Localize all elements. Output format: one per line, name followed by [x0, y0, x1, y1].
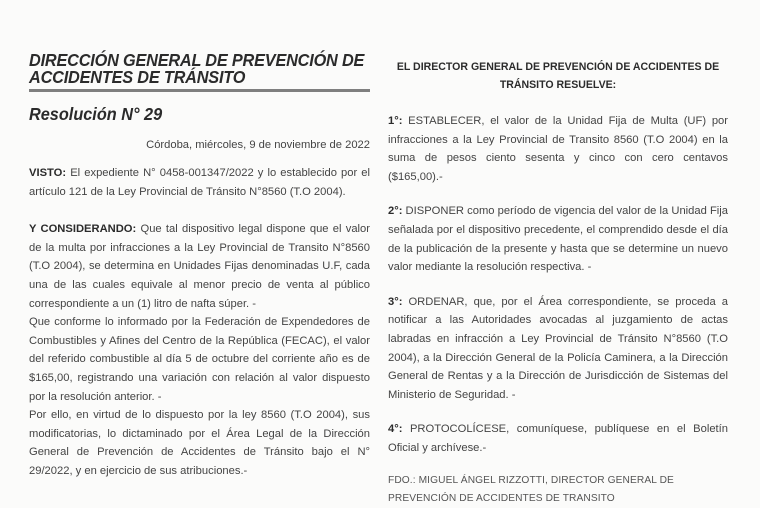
considerando-label: Y CONSIDERANDO:: [29, 223, 137, 236]
left-column: [29, 52, 370, 481]
considerando-text: Que tal dispositivo legal dispone que el valor de la multa por infracciones a la Ley Provincial de Transito N°8560 (T.O 2004), se determina en Unidades Fijas denominadas U.F, cada una de las cuales equivale al menor precio de venta al público correspondiente a un (1) litro de nafta súper. -: [29, 223, 370, 310]
article-1-text: ESTABLECER, el valor de la Unidad Fija de Multa (UF) por infracciones a la Ley Provincial de Transito 8560 (T.O 2004) en la suma de pesos ciento sesenta y cinco con cero centavos ($165,00).-: [388, 115, 728, 183]
article-1: [388, 112, 728, 186]
right-column: [388, 58, 728, 508]
article-3-text: ORDENAR, que, por el Área correspondiente, se proceda a notificar a las Autoridades avocadas al juzgamiento de actas labradas en infracción a Ley Provincial de Tránsito N°8560 (T.O 2004), a la Dirección General de la Policía Caminera, a la Dirección General de Rentas y a la Dirección de Jurisdicción de Sistemas del Ministerio de Seguridad. -: [388, 295, 728, 401]
resolution-date: Córdoba, miércoles, 9 de noviembre de 2022: [146, 139, 370, 151]
fecac-paragraph: Que conforme lo informado por la Federación de Expendedores de Combustibles y Afines del Centro de la República (FECAC), el valor del referido combustible al día 5 de octubre del corriente año es de $165,00, registrando una variación con relación al valor dispuesto por la resolución anterior. -: [29, 316, 370, 403]
resolve-heading-line1: EL DIRECTOR GENERAL DE PREVENCIÓN DE ACCIDENTES DE: [396, 61, 720, 73]
article-3-label: 3°:: [388, 295, 403, 308]
agency-title-line2: ACCIDENTES DE TRÁNSITO: [29, 67, 246, 87]
resolve-heading-line2: TRÁNSITO RESUELVE:: [499, 79, 617, 91]
agency-title-line1: DIRECCIÓN GENERAL DE PREVENCIÓN DE: [29, 50, 365, 70]
article-1-label: 1°:: [388, 115, 403, 127]
considerando-paragraph: [29, 220, 370, 313]
article-2-label: 2°:: [388, 205, 403, 218]
article-4-text: PROTOCOLÍCESE, comuníquese, publíquese en el Boletín Oficial y archívese.-: [388, 423, 728, 454]
article-2: [388, 202, 728, 276]
article-2-text: DISPONER como período de vigencia del valor de la Unidad Fija señalada por el dispositivo precedente, el comprendido desde el día de la publicación de la presente y hasta que se determine un nuevo valor mediante la resolución respectiva. -: [388, 205, 728, 274]
visto-label: VISTO:: [29, 167, 67, 179]
visto-paragraph: [29, 164, 370, 201]
visto-text: El expediente N° 0458-001347/2022 y lo establecido por el artículo 121 de la Ley Provincial de Tránsito N°8560 (T.O 2004).: [29, 167, 370, 198]
signature: FDO.: MIGUEL ÁNGEL RIZZOTTI, DIRECTOR GENERAL DE PREVENCIÓN DE ACCIDENTES DE TRANSITO: [388, 474, 674, 504]
title-divider: [29, 89, 370, 92]
por-ello-paragraph: Por ello, en virtud de lo dispuesto por la ley 8560 (T.O 2004), sus modificatorias, lo dictaminado por el Área Legal de la Dirección General de Prevención de Accidentes de Tránsito bajo el N° 29/2022, y en ejercicio de sus atribuciones.-: [29, 409, 370, 477]
article-3: [388, 293, 728, 405]
resolution-number: Resolución N° 29: [29, 104, 163, 124]
article-4: [388, 420, 728, 457]
article-4-label: 4°:: [388, 423, 403, 436]
